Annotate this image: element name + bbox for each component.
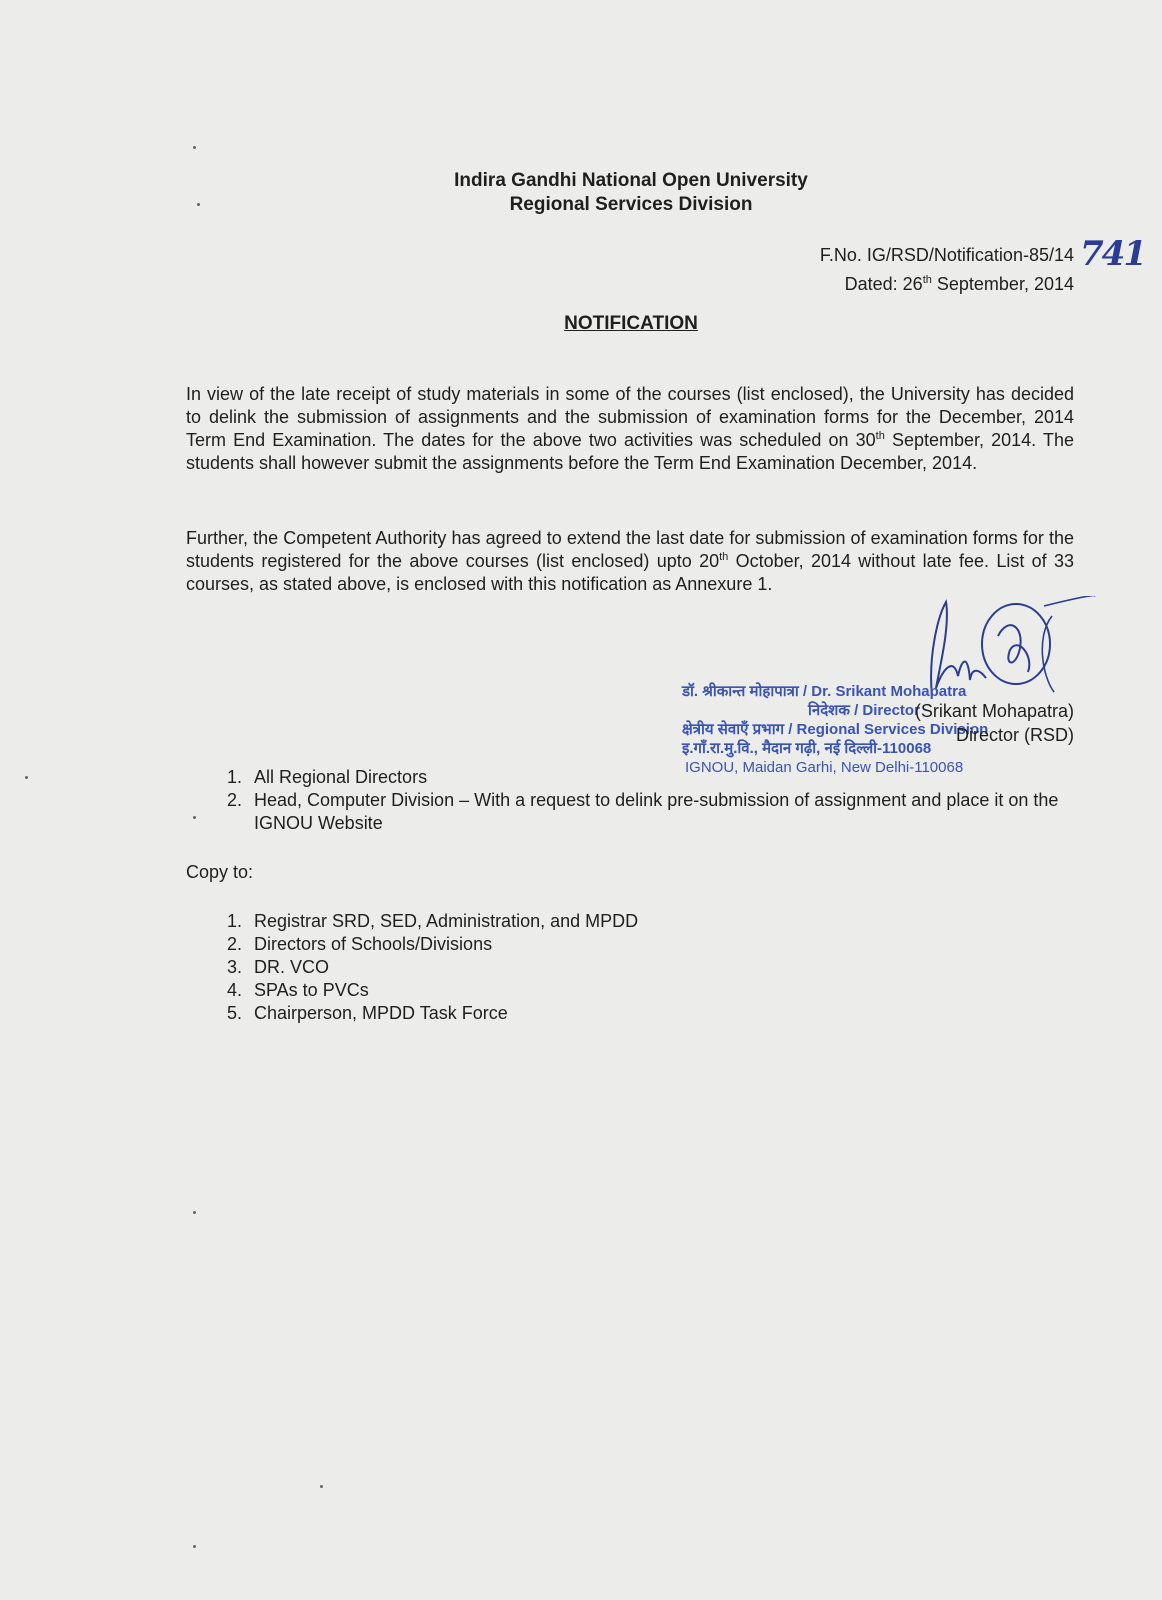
reference-block — [820, 243, 1074, 297]
list-item: 5. Chairperson, MPDD Task Force — [226, 1003, 508, 1023]
paragraph-1: In view of the late receipt of study materials in some of the courses (list enclosed), the University has decided to delink the submission of assignments and the submission of examination forms for the December, 2014 Term End Examination. The dates for the above two activities was scheduled on 30th September, 2014. The students shall however submit the assignments before the Term End Examination December, 2014. — [186, 384, 1074, 473]
scan-speck — [193, 1211, 196, 1214]
scan-speck — [197, 203, 200, 206]
stamp-name: डॉ. श्रीकान्त मोहापात्रा / Dr. Srikant Mohapatra — [682, 683, 967, 700]
university-name: Indira Gandhi National Open University — [454, 170, 808, 191]
page-title: NOTIFICATION — [564, 313, 698, 334]
stamp-designation: निदेशक / Director — [808, 702, 920, 719]
list-item: 1. Registrar SRD, SED, Administration, and MPDD — [226, 911, 639, 931]
scan-speck — [193, 1545, 196, 1548]
list-item: 2. Directors of Schools/Divisions — [226, 934, 493, 954]
list-item: 2. Head, Computer Division – With a request to delink pre-submission of assignment and place it on the IGNOU Website — [226, 790, 1059, 833]
scan-speck — [193, 146, 196, 149]
division-name: Regional Services Division — [509, 194, 753, 215]
copy-to-list — [220, 910, 920, 1025]
signatory-block — [915, 699, 1074, 747]
copy-to-label: Copy to: — [186, 862, 254, 882]
signatory-designation: Director (RSD) — [955, 725, 1074, 745]
distribution-list — [220, 766, 1060, 835]
date-line: Dated: 26th September, 2014 — [844, 274, 1074, 294]
file-number: F.No. IG/RSD/Notification-85/14 — [819, 245, 1074, 265]
scan-speck — [193, 816, 196, 819]
list-item: 3. DR. VCO — [226, 957, 330, 977]
handwritten-number: 741 — [1080, 234, 1145, 274]
stamp-address-hindi: इ.गाँ.रा.मु.वि., मैदान गढ़ी, नई दिल्ली-110068 — [682, 740, 932, 757]
signatory-name: (Srikant Mohapatra) — [914, 701, 1074, 721]
scan-speck — [320, 1485, 323, 1488]
paragraph-2: Further, the Competent Authority has agreed to extend the last date for submission of examination forms for the students registered for the above courses (list enclosed) upto 20th October, 2014 without late fee. List of 33 courses, as stated above, is enclosed with this notification as Annexure 1. — [186, 528, 1074, 594]
stamp-address-english: IGNOU, Maidan Garhi, New Delhi-110068 — [685, 759, 964, 776]
list-item: 1. All Regional Directors — [226, 767, 428, 787]
list-item: 4. SPAs to PVCs — [226, 980, 369, 1000]
stamp-division: क्षेत्रीय सेवाएँ प्रभाग / Regional Services Division — [682, 721, 989, 738]
scan-speck — [25, 776, 28, 779]
